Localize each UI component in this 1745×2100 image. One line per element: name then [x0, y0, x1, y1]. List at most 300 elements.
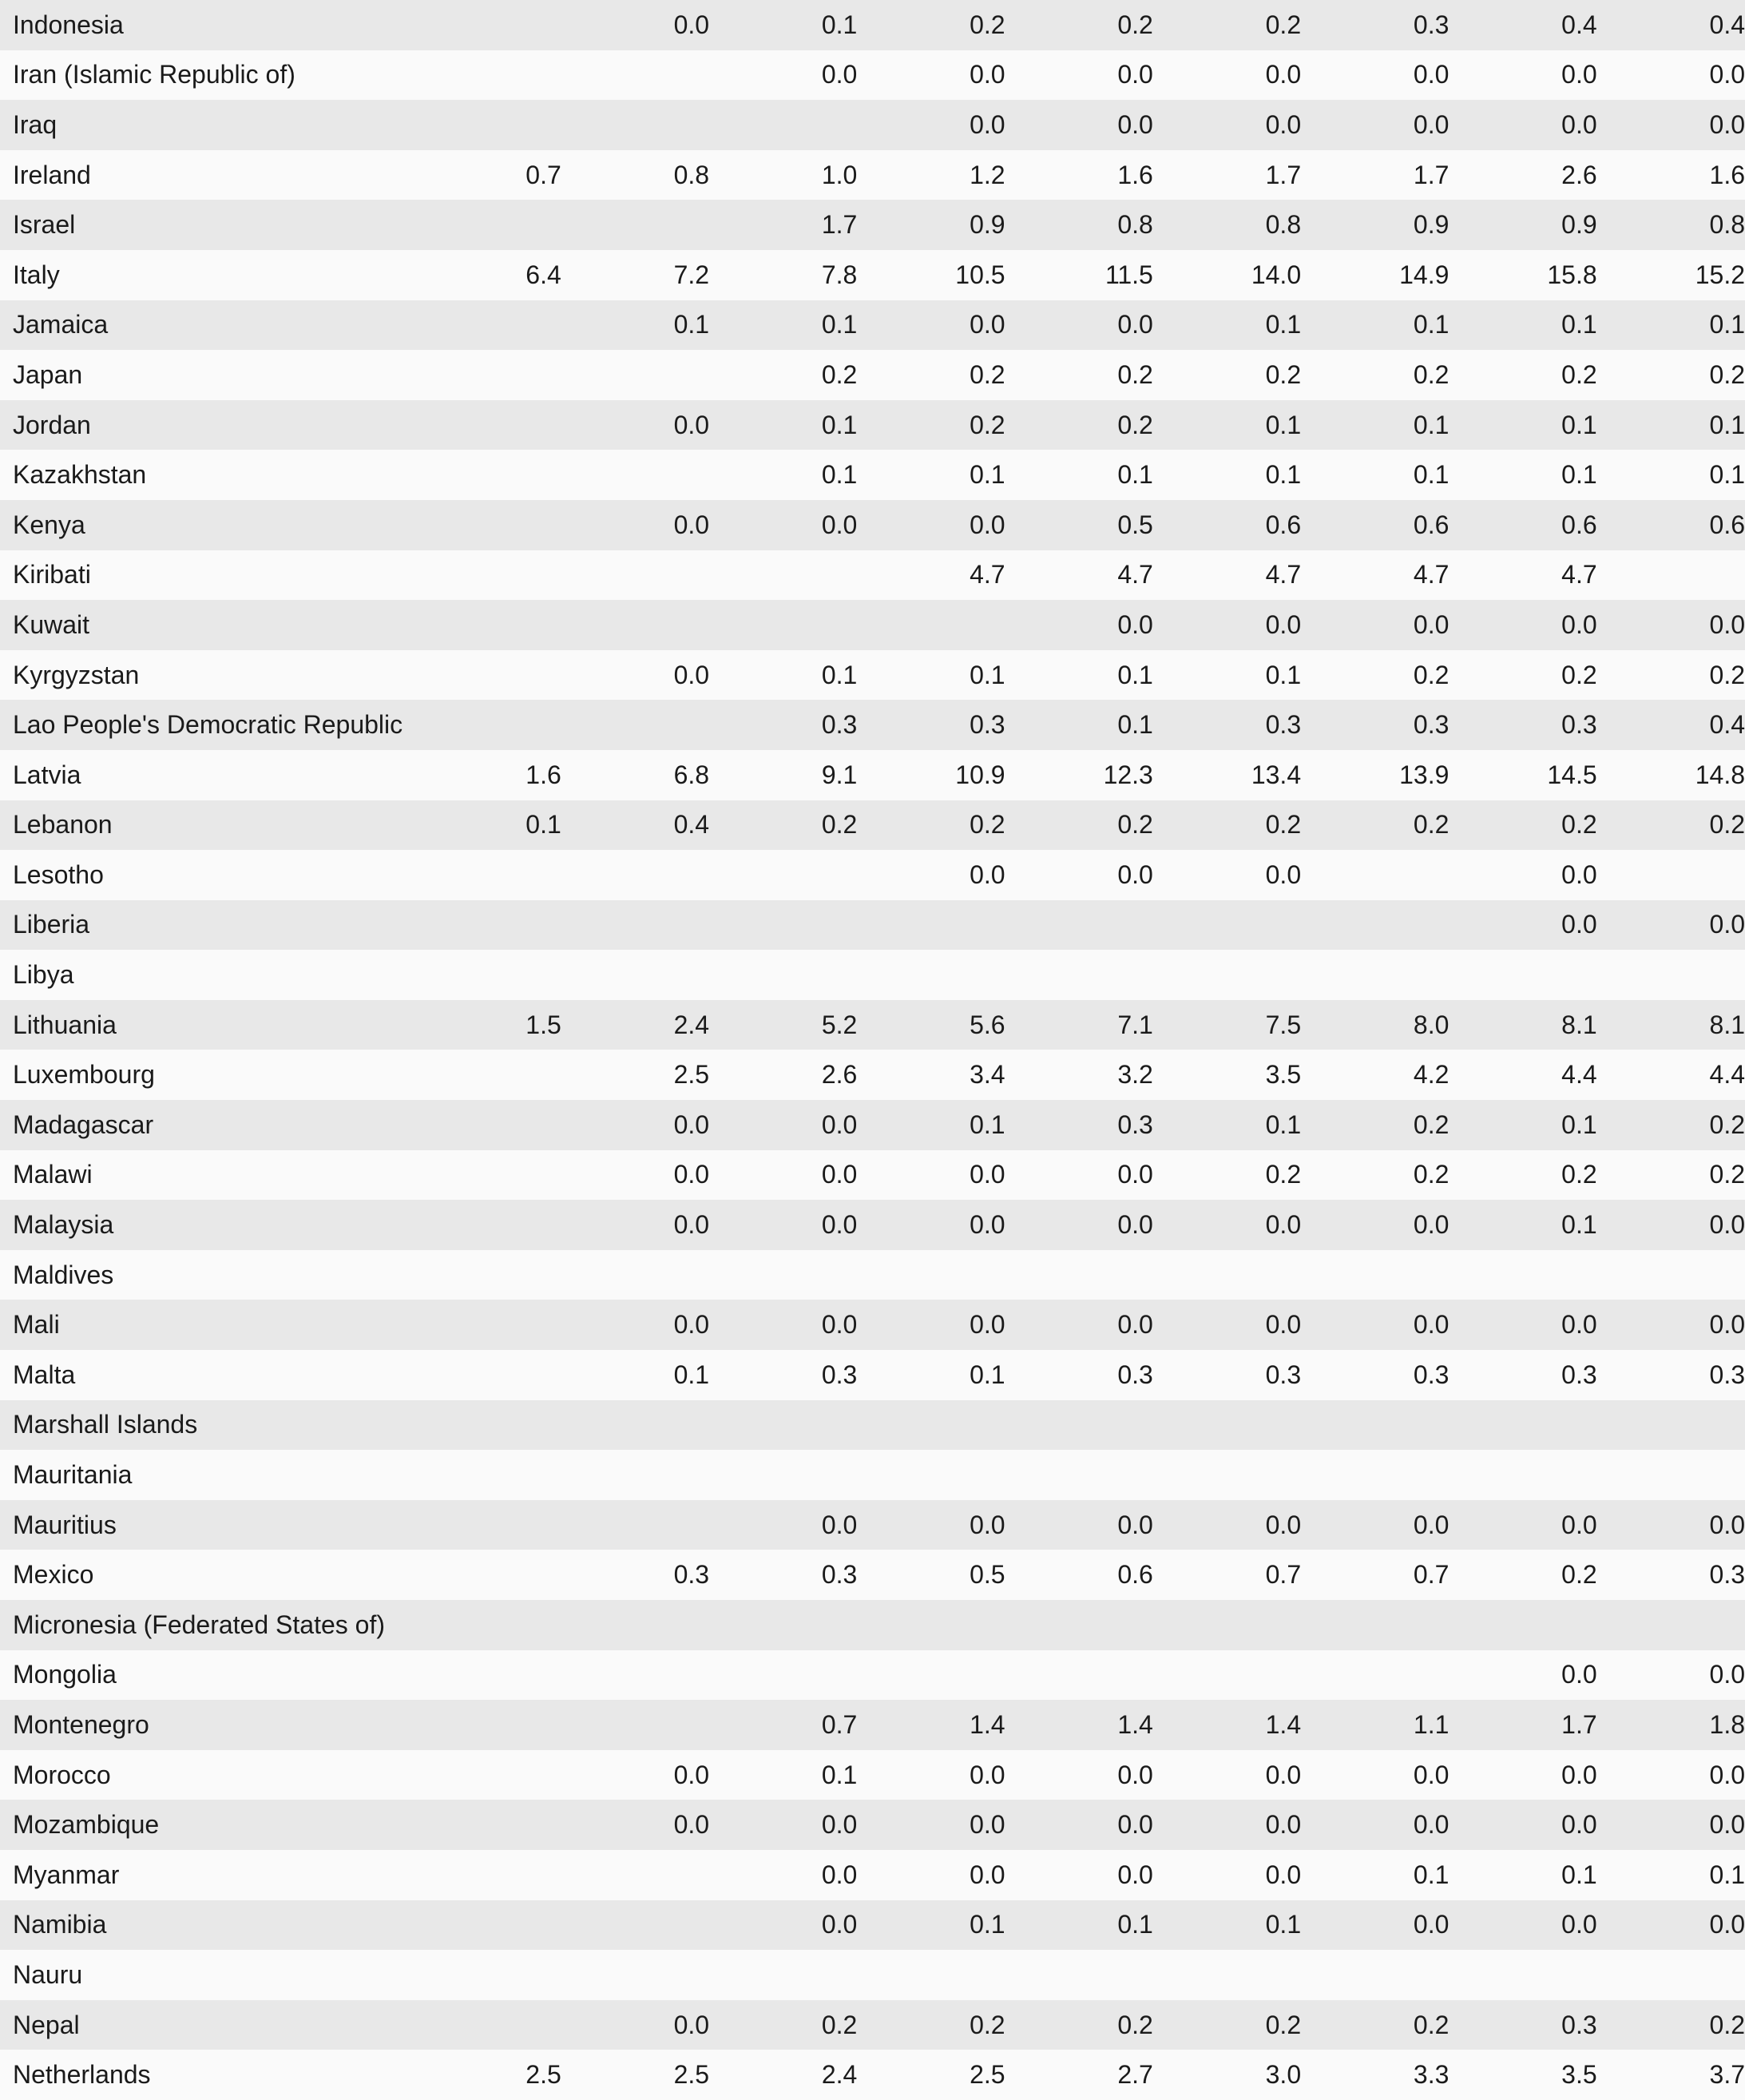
- value-cell: 0.0: [709, 1900, 857, 1951]
- value-cell: [561, 50, 709, 101]
- value-cell: [510, 1350, 561, 1400]
- country-name: Lesotho: [0, 850, 510, 900]
- value-cell: 0.4: [561, 800, 709, 851]
- value-cell: 7.5: [1153, 1000, 1301, 1050]
- value-cell: 0.0: [1597, 100, 1745, 150]
- value-cell: [561, 1500, 709, 1550]
- value-cell: 7.1: [1005, 1000, 1153, 1050]
- value-cell: 4.2: [1301, 1050, 1449, 1100]
- value-cell: [1005, 1650, 1153, 1701]
- value-cell: 0.3: [1301, 0, 1449, 50]
- value-cell: 0.3: [709, 700, 857, 750]
- value-cell: [1301, 1650, 1449, 1701]
- table-row: [0, 450, 1745, 500]
- value-cell: [709, 1950, 857, 2000]
- table-row: [0, 1100, 1745, 1150]
- value-cell: 0.0: [1005, 850, 1153, 900]
- value-cell: [510, 1150, 561, 1201]
- value-cell: 4.7: [857, 550, 1005, 601]
- value-cell: 0.2: [1153, 800, 1301, 851]
- value-cell: [1301, 1250, 1449, 1300]
- value-cell: 0.3: [1005, 1100, 1153, 1150]
- value-cell: 1.4: [1153, 1700, 1301, 1750]
- value-cell: [510, 1700, 561, 1750]
- value-cell: 0.2: [1597, 350, 1745, 400]
- value-cell: 0.0: [857, 1500, 1005, 1550]
- value-cell: 3.5: [1449, 2050, 1596, 2100]
- country-name: Mozambique: [0, 1800, 510, 1850]
- value-cell: 1.6: [1005, 150, 1153, 200]
- value-cell: [561, 600, 709, 650]
- value-cell: 0.0: [1301, 600, 1449, 650]
- country-name: Mexico: [0, 1550, 510, 1600]
- value-cell: [1597, 1600, 1745, 1650]
- value-cell: 0.1: [1449, 1100, 1596, 1150]
- country-name: Namibia: [0, 1900, 510, 1951]
- value-cell: [857, 900, 1005, 951]
- value-cell: 3.4: [857, 1050, 1005, 1100]
- value-cell: 0.2: [857, 800, 1005, 851]
- value-cell: [1153, 1600, 1301, 1650]
- country-name: Jamaica: [0, 300, 510, 351]
- value-cell: 0.0: [561, 1800, 709, 1850]
- value-cell: 0.0: [561, 400, 709, 451]
- value-cell: 0.8: [561, 150, 709, 200]
- value-cell: 0.0: [1301, 1900, 1449, 1951]
- value-cell: 0.2: [709, 350, 857, 400]
- value-cell: 0.1: [709, 1750, 857, 1800]
- value-cell: [709, 1250, 857, 1300]
- country-name: Italy: [0, 250, 510, 300]
- table-row: [0, 150, 1745, 200]
- value-cell: 1.8: [1597, 1700, 1745, 1750]
- value-cell: 0.0: [1005, 1800, 1153, 1850]
- value-cell: 0.0: [1005, 1750, 1153, 1800]
- value-cell: 3.3: [1301, 2050, 1449, 2100]
- value-cell: 0.0: [1153, 1300, 1301, 1350]
- value-cell: 0.0: [857, 1150, 1005, 1201]
- value-cell: 0.2: [1449, 1550, 1596, 1600]
- country-name: Montenegro: [0, 1700, 510, 1750]
- value-cell: 0.0: [1005, 1300, 1153, 1350]
- country-name: Madagascar: [0, 1100, 510, 1150]
- value-cell: [510, 1400, 561, 1451]
- value-cell: 8.1: [1449, 1000, 1596, 1050]
- value-cell: 0.1: [857, 1100, 1005, 1150]
- value-cell: 0.0: [561, 1750, 709, 1800]
- value-cell: 0.2: [1301, 350, 1449, 400]
- value-cell: 0.0: [1597, 50, 1745, 101]
- value-cell: 0.1: [1005, 650, 1153, 701]
- value-cell: [510, 100, 561, 150]
- value-cell: 0.0: [1449, 1900, 1596, 1951]
- value-cell: 10.9: [857, 750, 1005, 800]
- value-cell: [510, 1950, 561, 2000]
- value-cell: 3.0: [1153, 2050, 1301, 2100]
- value-cell: [510, 300, 561, 351]
- value-cell: 0.2: [709, 800, 857, 851]
- value-cell: 0.3: [1597, 1350, 1745, 1400]
- value-cell: 4.7: [1153, 550, 1301, 601]
- country-name: Latvia: [0, 750, 510, 800]
- value-cell: 0.0: [1301, 1500, 1449, 1550]
- value-cell: [709, 1400, 857, 1451]
- value-cell: 0.1: [1301, 300, 1449, 351]
- value-cell: 14.9: [1301, 250, 1449, 300]
- value-cell: 0.8: [1153, 200, 1301, 250]
- country-name: Maldives: [0, 1250, 510, 1300]
- table-row: [0, 1800, 1745, 1850]
- value-cell: [1597, 1250, 1745, 1300]
- country-name: Kenya: [0, 500, 510, 550]
- value-cell: 3.5: [1153, 1050, 1301, 1100]
- value-cell: 0.2: [1597, 650, 1745, 701]
- value-cell: [510, 200, 561, 250]
- value-cell: 0.0: [709, 1300, 857, 1350]
- value-cell: [1005, 1250, 1153, 1300]
- value-cell: 0.0: [709, 50, 857, 101]
- value-cell: 0.3: [1301, 1350, 1449, 1400]
- value-cell: 0.2: [1597, 1100, 1745, 1150]
- value-cell: 0.6: [1597, 500, 1745, 550]
- value-cell: 0.0: [561, 650, 709, 701]
- value-cell: 0.0: [857, 1800, 1005, 1850]
- value-cell: [857, 1950, 1005, 2000]
- value-cell: 4.7: [1301, 550, 1449, 601]
- value-cell: 0.8: [1005, 200, 1153, 250]
- value-cell: [857, 1600, 1005, 1650]
- value-cell: 0.0: [1597, 1300, 1745, 1350]
- value-cell: [510, 1450, 561, 1500]
- table-row: [0, 550, 1745, 601]
- table-row: [0, 1400, 1745, 1451]
- value-cell: [510, 1050, 561, 1100]
- value-cell: [1449, 1600, 1596, 1650]
- value-cell: 0.1: [1597, 450, 1745, 500]
- table-row: [0, 500, 1745, 550]
- table-row: [0, 1200, 1745, 1250]
- value-cell: 1.6: [510, 750, 561, 800]
- table-row: [0, 350, 1745, 400]
- value-cell: [1153, 1950, 1301, 2000]
- value-cell: 0.0: [561, 1200, 709, 1250]
- table-row: [0, 1300, 1745, 1350]
- table-row: [0, 1650, 1745, 1701]
- value-cell: 0.0: [1153, 1800, 1301, 1850]
- value-cell: 0.0: [1597, 1900, 1745, 1951]
- value-cell: 0.0: [1301, 50, 1449, 101]
- value-cell: 0.6: [1449, 500, 1596, 550]
- value-cell: 0.4: [1449, 0, 1596, 50]
- country-name: Marshall Islands: [0, 1400, 510, 1451]
- value-cell: 0.7: [709, 1700, 857, 1750]
- value-cell: 0.0: [1449, 1750, 1596, 1800]
- value-cell: 8.0: [1301, 1000, 1449, 1050]
- value-cell: 0.0: [1005, 50, 1153, 101]
- value-cell: 0.2: [1153, 1150, 1301, 1201]
- value-cell: 0.0: [709, 1100, 857, 1150]
- value-cell: 0.1: [1449, 1200, 1596, 1250]
- value-cell: [857, 1250, 1005, 1300]
- value-cell: [1597, 950, 1745, 1000]
- value-cell: 1.7: [1153, 150, 1301, 200]
- country-name: Nauru: [0, 1950, 510, 2000]
- value-cell: 0.1: [1449, 400, 1596, 451]
- value-cell: [510, 0, 561, 50]
- value-cell: 0.0: [1153, 100, 1301, 150]
- country-name: Lebanon: [0, 800, 510, 851]
- value-cell: 0.1: [1005, 450, 1153, 500]
- value-cell: 3.7: [1597, 2050, 1745, 2100]
- value-cell: 0.3: [1449, 1350, 1596, 1400]
- value-cell: 0.0: [1153, 1750, 1301, 1800]
- value-cell: 1.6: [1597, 150, 1745, 200]
- country-name: Malawi: [0, 1150, 510, 1201]
- country-name: Malaysia: [0, 1200, 510, 1250]
- value-cell: [561, 1600, 709, 1650]
- value-cell: 0.0: [1449, 1500, 1596, 1550]
- value-cell: 0.0: [1005, 600, 1153, 650]
- value-cell: [1449, 1250, 1596, 1300]
- value-cell: 0.2: [1153, 0, 1301, 50]
- value-cell: 0.1: [1597, 1850, 1745, 1900]
- value-cell: 2.5: [510, 2050, 561, 2100]
- table-row: [0, 1850, 1745, 1900]
- table-row: [0, 1250, 1745, 1300]
- value-cell: 0.1: [709, 0, 857, 50]
- value-cell: 0.0: [561, 2000, 709, 2050]
- table-row: [0, 0, 1745, 50]
- table-row: [0, 1900, 1745, 1951]
- value-cell: [510, 350, 561, 400]
- value-cell: [1597, 550, 1745, 601]
- value-cell: 0.5: [857, 1550, 1005, 1600]
- country-name: Morocco: [0, 1750, 510, 1800]
- value-cell: [510, 1900, 561, 1951]
- value-cell: 14.8: [1597, 750, 1745, 800]
- value-cell: 0.1: [1153, 450, 1301, 500]
- country-name: Micronesia (Federated States of): [0, 1600, 510, 1650]
- value-cell: 0.0: [1597, 1800, 1745, 1850]
- value-cell: 0.0: [1597, 600, 1745, 650]
- value-cell: 0.0: [1153, 1200, 1301, 1250]
- value-cell: [510, 450, 561, 500]
- value-cell: 0.0: [1301, 1200, 1449, 1250]
- value-cell: 0.0: [1597, 1200, 1745, 1250]
- value-cell: 0.2: [1005, 2000, 1153, 2050]
- value-cell: 0.0: [1005, 300, 1153, 351]
- value-cell: 0.3: [1153, 700, 1301, 750]
- value-cell: [510, 650, 561, 701]
- value-cell: 0.0: [1449, 100, 1596, 150]
- value-cell: [1005, 950, 1153, 1000]
- value-cell: 7.2: [561, 250, 709, 300]
- value-cell: 1.4: [857, 1700, 1005, 1750]
- table-row: [0, 1950, 1745, 2000]
- value-cell: 2.5: [857, 2050, 1005, 2100]
- value-cell: 0.0: [1005, 1500, 1153, 1550]
- country-name: Indonesia: [0, 0, 510, 50]
- value-cell: 0.2: [1301, 800, 1449, 851]
- value-cell: 0.9: [857, 200, 1005, 250]
- value-cell: 0.4: [1597, 700, 1745, 750]
- table-row: [0, 950, 1745, 1000]
- value-cell: [510, 1650, 561, 1701]
- value-cell: 0.1: [1449, 1850, 1596, 1900]
- value-cell: 0.0: [709, 500, 857, 550]
- value-cell: 0.1: [1301, 1850, 1449, 1900]
- country-name: Luxembourg: [0, 1050, 510, 1100]
- value-cell: 0.0: [1153, 850, 1301, 900]
- value-cell: [561, 1700, 709, 1750]
- value-cell: 0.1: [1153, 1100, 1301, 1150]
- table-row: [0, 650, 1745, 701]
- value-cell: 0.2: [1597, 1150, 1745, 1201]
- value-cell: 0.9: [1449, 200, 1596, 250]
- value-cell: 0.2: [1597, 800, 1745, 851]
- value-cell: [709, 1450, 857, 1500]
- value-cell: [1153, 1450, 1301, 1500]
- value-cell: [561, 1850, 709, 1900]
- value-cell: 0.2: [857, 350, 1005, 400]
- value-cell: [1005, 900, 1153, 951]
- value-cell: 0.0: [857, 1200, 1005, 1250]
- value-cell: 4.7: [1449, 550, 1596, 601]
- table-row: [0, 2050, 1745, 2100]
- value-cell: [1449, 1950, 1596, 2000]
- value-cell: 0.1: [857, 450, 1005, 500]
- value-cell: 1.7: [1449, 1700, 1596, 1750]
- value-cell: [1005, 1600, 1153, 1650]
- value-cell: 0.3: [561, 1550, 709, 1600]
- value-cell: [1153, 1400, 1301, 1451]
- value-cell: 1.7: [709, 200, 857, 250]
- country-name: Mali: [0, 1300, 510, 1350]
- value-cell: 0.1: [1449, 450, 1596, 500]
- value-cell: [561, 200, 709, 250]
- value-cell: [709, 600, 857, 650]
- value-cell: 0.0: [709, 1800, 857, 1850]
- value-cell: 0.0: [1597, 900, 1745, 951]
- value-cell: 0.0: [1449, 1300, 1596, 1350]
- value-cell: 0.4: [1597, 0, 1745, 50]
- value-cell: [709, 900, 857, 951]
- value-cell: [510, 700, 561, 750]
- value-cell: 0.3: [1597, 1550, 1745, 1600]
- value-cell: 0.7: [1153, 1550, 1301, 1600]
- value-cell: 0.1: [1597, 400, 1745, 451]
- value-cell: 4.7: [1005, 550, 1153, 601]
- value-cell: [1301, 1400, 1449, 1451]
- country-name: Mongolia: [0, 1650, 510, 1701]
- value-cell: [561, 1400, 709, 1451]
- value-cell: [510, 400, 561, 451]
- value-cell: 0.2: [1153, 350, 1301, 400]
- value-cell: [510, 550, 561, 601]
- value-cell: 15.8: [1449, 250, 1596, 300]
- table-row: [0, 300, 1745, 351]
- value-cell: 8.1: [1597, 1000, 1745, 1050]
- value-cell: 0.0: [561, 0, 709, 50]
- value-cell: 0.1: [1301, 450, 1449, 500]
- value-cell: 0.2: [1301, 1150, 1449, 1201]
- value-cell: 0.0: [1153, 50, 1301, 101]
- value-cell: 0.0: [1153, 1850, 1301, 1900]
- value-cell: [510, 1800, 561, 1850]
- value-cell: 1.5: [510, 1000, 561, 1050]
- value-cell: 0.2: [1449, 650, 1596, 701]
- value-cell: [1449, 1400, 1596, 1451]
- table-row: [0, 1750, 1745, 1800]
- value-cell: [1005, 1950, 1153, 2000]
- value-cell: 0.2: [1005, 400, 1153, 451]
- country-name: Netherlands: [0, 2050, 510, 2100]
- country-name: Iran (Islamic Republic of): [0, 50, 510, 101]
- value-cell: 2.4: [561, 1000, 709, 1050]
- value-cell: 0.1: [857, 1350, 1005, 1400]
- value-cell: 0.1: [709, 300, 857, 351]
- table-row: [0, 250, 1745, 300]
- value-cell: 1.7: [1301, 150, 1449, 200]
- value-cell: 2.7: [1005, 2050, 1153, 2100]
- value-cell: [1449, 1450, 1596, 1500]
- table-row: [0, 2000, 1745, 2050]
- value-cell: 12.3: [1005, 750, 1153, 800]
- value-cell: [510, 50, 561, 101]
- value-cell: [709, 550, 857, 601]
- value-cell: 6.8: [561, 750, 709, 800]
- value-cell: 0.3: [1005, 1350, 1153, 1400]
- value-cell: [857, 1400, 1005, 1451]
- value-cell: 0.1: [709, 650, 857, 701]
- value-cell: 0.0: [561, 1100, 709, 1150]
- value-cell: 0.0: [1301, 1750, 1449, 1800]
- value-cell: 0.1: [857, 1900, 1005, 1951]
- value-cell: 0.2: [1449, 350, 1596, 400]
- value-cell: 0.6: [1153, 500, 1301, 550]
- value-cell: 0.1: [1597, 300, 1745, 351]
- value-cell: 0.0: [857, 1850, 1005, 1900]
- value-cell: [561, 850, 709, 900]
- value-cell: [709, 950, 857, 1000]
- table-row: [0, 600, 1745, 650]
- value-cell: 0.1: [1449, 300, 1596, 351]
- value-cell: [1301, 850, 1449, 900]
- value-cell: 0.0: [709, 1850, 857, 1900]
- value-cell: 0.6: [1301, 500, 1449, 550]
- value-cell: [510, 850, 561, 900]
- value-cell: [857, 1450, 1005, 1500]
- value-cell: [1005, 1450, 1153, 1500]
- country-name: Libya: [0, 950, 510, 1000]
- value-cell: [1301, 1450, 1449, 1500]
- value-cell: 0.1: [1153, 650, 1301, 701]
- value-cell: 0.1: [1005, 700, 1153, 750]
- country-name: Lithuania: [0, 1000, 510, 1050]
- value-cell: 0.1: [1301, 400, 1449, 451]
- value-cell: 0.2: [1597, 2000, 1745, 2050]
- value-cell: [709, 1650, 857, 1701]
- value-cell: 0.0: [1449, 1650, 1596, 1701]
- value-cell: [510, 1600, 561, 1650]
- value-cell: [510, 1300, 561, 1350]
- value-cell: [561, 1950, 709, 2000]
- value-cell: 0.0: [709, 1150, 857, 1201]
- value-cell: 0.8: [1597, 200, 1745, 250]
- value-cell: 13.4: [1153, 750, 1301, 800]
- value-cell: 0.0: [857, 500, 1005, 550]
- value-cell: 0.3: [709, 1350, 857, 1400]
